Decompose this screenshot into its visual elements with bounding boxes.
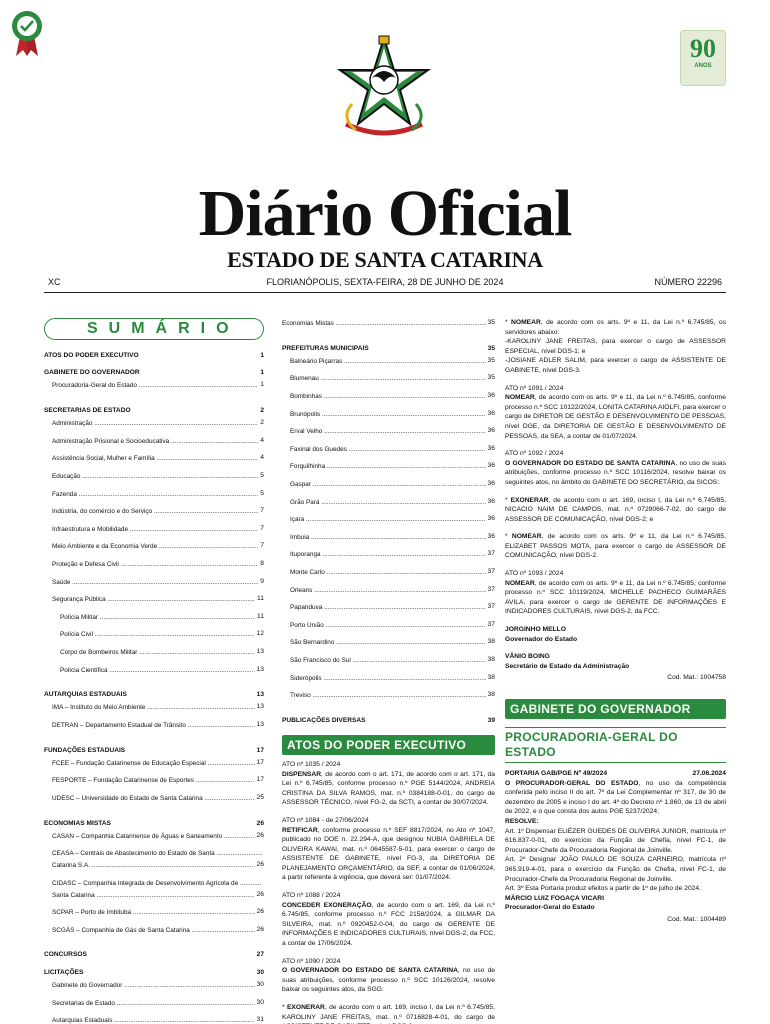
- toc-section: [282, 717, 495, 725]
- text-run: MÁRCIO LUIZ FOGAÇA VICARI: [505, 894, 604, 902]
- toc-item: [44, 453, 264, 471]
- toc-section-title: SECRETARIAS DE ESTADO: [44, 407, 131, 415]
- toc-item-page: 36: [487, 409, 495, 417]
- toc-item: [282, 318, 495, 336]
- toc-item-label: Fazenda .....: [52, 489, 258, 507]
- toc-item-label: CASAN – Companhia Catarinense de Águas e Saneamento .....: [52, 831, 255, 849]
- text-run: Secretário de Estado da Administração: [505, 662, 630, 670]
- issue-number: NÚMERO 22296: [654, 277, 722, 287]
- toc-item-label: Grão Pará .....: [290, 497, 486, 515]
- text-run: , de acordo com os arts. 9º e 11, da Lei n.º 6.745/85, conforme processo n.º SCC 10119/2024, MICHELLE PACHECO GUIMARÃES AVILA, para exercer o cargo de GERENTE DE INFORMAÇÕES E INDICADORES CULTURAIS, nível DGS-2, da FCC.: [505, 579, 726, 616]
- middle-column: [282, 318, 495, 1024]
- atos-text-part1: [282, 760, 495, 1024]
- toc-item-page: 37: [487, 620, 495, 628]
- text-run: O GOVERNADOR DO ESTADO DE SANTA CATARINA: [282, 967, 458, 975]
- text-run: , de acordo com o art. 169, da Lei n.º 6.745/85, conforme processo n.º FCC 2158/2024, a GILMAR DA SILVEIRA, mat. n.º 0920452-0-04, do cargo de GERENTE DE INFORMAÇÕES E INDICADORES CULTURAIS, nível DGS-2, da FCC, a contar de 17/06/2024.: [282, 901, 496, 948]
- text-run: CONCEDER EXONERAÇÃO: [282, 901, 372, 909]
- portaria-date: 27.06.2024: [692, 770, 726, 777]
- text-run: Art. 2º Designar JOÃO PAULO DE SOUZA CARNEIRO, matrícula nº 365.919-4-01, para o exercício da Função de Chefia, nível FC-1, de Procurador-Chefe da Procuradoria Regional de Joinville.: [505, 856, 726, 883]
- paragraph: [282, 891, 495, 949]
- toc-item: [282, 690, 495, 708]
- text-run: ATO nº 1035 / 2024: [282, 760, 341, 768]
- toc-item: [282, 549, 495, 567]
- toc-item-page: 36: [487, 427, 495, 435]
- text-run: RESOLVE:: [505, 817, 539, 825]
- toc-item-page: 4: [260, 436, 264, 444]
- toc-item: [44, 559, 264, 577]
- text-run: EXONERAR: [510, 496, 549, 504]
- text-run: ATO nº 1092 / 2024: [505, 450, 564, 458]
- toc-item-page: 36: [487, 532, 495, 540]
- toc-item-label: Meio Ambiente e da Economia Verde .....: [52, 541, 258, 559]
- toc-item: [44, 980, 264, 998]
- paragraph: [505, 625, 726, 644]
- coat-of-arms-icon: [336, 30, 432, 142]
- toc-item-page: 5: [260, 472, 264, 480]
- toc-item: [44, 793, 264, 811]
- text-run: , de acordo com o art. 169, inciso I, da Lei n.º 6.745/85, NICACIO NAIM DE CAMPOS, mat. n.º 0729066-7-02, do cargo de ASSESSOR DE COMUNICAÇÃO, nível DGS-2; e: [505, 496, 726, 523]
- text-run: ATO nº 1091 / 2024: [505, 384, 564, 392]
- text-run: , de acordo com o art. 169, inciso I, da Lei n.º 6.745/85, KAROLINY JANE FREITAS, mat. n.º 0716828-4-01, do cargo de: [282, 1004, 495, 1021]
- toc-item-page: 7: [260, 507, 264, 515]
- toc-item-label: Proteção e Defesa Civil .....: [52, 559, 258, 577]
- toc-item: [282, 637, 495, 655]
- toc-item: [282, 444, 495, 462]
- toc-item: [282, 673, 495, 691]
- toc-item: [282, 479, 495, 497]
- right-column: [505, 318, 726, 933]
- toc-item-label: Santa Catarina .....: [52, 890, 255, 908]
- text-run: Procurador-Geral do Estado: [505, 904, 595, 912]
- toc-item: [44, 380, 264, 398]
- text-run: , de acordo com os arts. 9º e 11, da Lei n.º 6.745/85, os servidores abaixo:: [505, 319, 726, 336]
- toc-item: [44, 418, 264, 436]
- toc-section-page: 39: [487, 716, 495, 724]
- toc-item-page: 37: [487, 603, 495, 611]
- text-run: NOMEAR: [511, 319, 541, 326]
- toc-item-page: 36: [487, 462, 495, 470]
- toc-section-title: FUNDAÇÕES ESTADUAIS: [44, 746, 126, 754]
- toc-item-label: Balneário Piçarras .....: [290, 356, 486, 374]
- text-run: JORGINHO MELLO: [505, 626, 566, 634]
- toc-item: [282, 391, 495, 409]
- toc-item: [44, 471, 264, 489]
- toc-item-page: 26: [256, 861, 264, 869]
- toc-item-label: Assistência Social, Mulher e Família .....: [52, 453, 258, 471]
- badge-text: ANOS: [694, 63, 712, 69]
- procuradoria-heading: PROCURADORIA-GERAL DO ESTADO: [505, 727, 726, 763]
- toc-item: [282, 620, 495, 638]
- toc-item-label: Siderópolis .....: [290, 673, 486, 691]
- paragraph: [505, 496, 726, 525]
- toc-item: [44, 860, 264, 878]
- toc-item-label: CIDASC – Companhia Integrada de Desenvolvimento Agrícola de .....: [52, 878, 262, 890]
- toc-item-label: Administração Prisional e Socioeducativa .....: [52, 436, 258, 454]
- toc-section-page: 13: [256, 691, 264, 699]
- text-run: Art. 1º Dispensar ELIÉZER GUEDES DE OLIVEIRA JUNIOR, matrícula nº 616.837-0-01, do exercício da Função de Chefia, nível FC-1, de Procurador-Chefe da Procuradoria Regional de Joinville.: [505, 827, 726, 854]
- toc-item-page: 30: [256, 998, 264, 1006]
- toc-item-page: 26: [256, 831, 264, 839]
- toc-item-label: Saúde .....: [52, 577, 258, 595]
- paragraph: [282, 816, 495, 883]
- edition-code: XC: [48, 277, 61, 287]
- toc-item: [44, 506, 264, 524]
- toc-item: [44, 524, 264, 542]
- toc-item-label: Brunópolis .....: [290, 409, 486, 427]
- toc-section-page: 27: [256, 951, 264, 959]
- toc-item-label: Segurança Pública .....: [52, 594, 255, 612]
- toc-item-label: Indústria, do comércio e do Serviço .....: [52, 506, 258, 524]
- toc-section-title: GABINETE DO GOVERNADOR: [44, 369, 140, 377]
- toc-item-page: 36: [487, 479, 495, 487]
- paragraph: [505, 449, 726, 487]
- newspaper-title: Diário Oficial: [198, 177, 572, 250]
- toc-item-page: 8: [260, 560, 264, 568]
- toc-item: [282, 585, 495, 603]
- toc-item-page: 13: [256, 665, 264, 673]
- toc-item-label: Orleans .....: [290, 585, 486, 603]
- toc-section-page: 30: [256, 968, 264, 976]
- toc-item: [282, 567, 495, 585]
- toc-item-page: 37: [487, 585, 495, 593]
- toc-section-title: CONCURSOS: [44, 951, 87, 959]
- atos-cod-mat: Cod. Mat.: 1004758: [667, 674, 726, 682]
- toc-item: [44, 577, 264, 595]
- toc-item-label: Corpo de Bombeiros Militar .....: [60, 647, 255, 665]
- toc-item-label: Polícia Científica .....: [60, 665, 255, 683]
- text-run: , de acordo com o art. 171, de acordo com o art. 171, da Lei n.º 6.745/85, conforme processo n.º PGE 5144/2024, ANDREIA CRISTINA DA SILVA RAMOS, mat. n.º 0384188-0-01, do cargo de ASSESSOR TÉCNICO, nível FG-2, da SCTI, a contar de 30/07/2024.: [282, 770, 495, 807]
- atos-section-heading: ATOS DO PODER EXECUTIVO: [282, 735, 495, 755]
- summary-heading: SUMÁRIO: [44, 318, 264, 340]
- toc-section-page: 1: [260, 352, 264, 359]
- text-run: , no uso de suas atribuições, conforme processo n.º SCC 10116/2024, resolve baixar os seguintes atos, no âmbito do GABINETE DO SECRETÁRIO, da SICOS:: [505, 459, 726, 486]
- toc-section: [44, 407, 264, 415]
- toc-item-page: 17: [256, 758, 264, 766]
- text-run: EXONERAR: [286, 1004, 325, 1011]
- text-run: O PROCURADOR-GERAL DO ESTADO: [505, 779, 639, 787]
- toc-item: [282, 497, 495, 515]
- text-run: ATO nº 1088 / 2024: [282, 892, 341, 900]
- toc-item: [282, 426, 495, 444]
- toc-item-page: 12: [256, 630, 264, 638]
- toc-item-label: CEASA – Centrais de Abastecimento do Estado de Santa .....: [52, 848, 262, 860]
- text-run: -KAROLINY JANE FREITAS, para exercer o cargo de ASSESSOR ESPECIAL, nível DGS-1; e: [505, 338, 726, 355]
- paragraph: [505, 779, 726, 913]
- toc-item-page: 36: [487, 444, 495, 452]
- toc-item-page: 35: [487, 374, 495, 382]
- toc-item-page: 13: [256, 721, 264, 729]
- toc-item: [44, 647, 264, 665]
- toc-item-label: Economias Mistas .....: [282, 318, 486, 336]
- text-run: , conforme processo n.º SEF 8817/2024, no Ato nº 1047, publicado no DOE n. 22.294-A, que designou NUBIA GABRIELA DE OLIVEIRA KAWAI, mat. n.º 0645587-5-01, para exercer o cargo de ASSISTENTE DE GABINETE, nível FG-3, da DIRETORIA DE PLANEJAMENTO ORÇAMENTÁRIO, da SEF, a contar de 01/06/2024, a partir referente à vigência, que deverá ser: 01/07/2024.: [282, 826, 495, 882]
- text-run: NOMEAR: [505, 579, 535, 587]
- toc-item: [44, 489, 264, 507]
- paragraph: [282, 1003, 495, 1024]
- toc-item: [282, 409, 495, 427]
- toc-item-label: São Francisco do Sul .....: [290, 655, 486, 673]
- toc-section: [44, 820, 264, 828]
- header-divider: [44, 292, 726, 293]
- toc-section-title: PREFEITURAS MUNICIPAIS: [282, 344, 369, 352]
- text-run: RETIFICAR: [282, 826, 318, 834]
- newspaper-subtitle: ESTADO DE SANTA CATARINA: [227, 247, 543, 272]
- text-run: -JOSIANE ADLER SALIM, para exercer o cargo de ASSISTENTE DE GABINETE, nível DGS-3.: [505, 357, 726, 374]
- toc-section: [44, 969, 264, 977]
- toc-item-page: 13: [256, 703, 264, 711]
- toc-item-page: 38: [487, 638, 495, 646]
- toc-item: [282, 602, 495, 620]
- toc-item-label: Infraestrutura e Mobilidade .....: [52, 524, 258, 542]
- toc-section-page: 17: [256, 746, 264, 754]
- anniversary-badge: [680, 30, 726, 86]
- text-run: DISPENSAR: [282, 770, 322, 778]
- text-run: Governador do Estado: [505, 635, 578, 643]
- toc-item-page: 17: [256, 776, 264, 784]
- toc-item-page: 35: [487, 319, 495, 326]
- toc-section-title: ATOS DO PODER EXECUTIVO: [44, 352, 139, 359]
- toc-item: [44, 775, 264, 793]
- toc-item: [44, 890, 264, 908]
- toc-item-label: Polícia Militar .....: [60, 612, 255, 630]
- text-run: ATO nº 1084 - de 27/06/2024: [282, 816, 369, 824]
- toc-item-page: 11: [257, 612, 264, 620]
- toc-item-page: 36: [487, 392, 495, 400]
- toc-item-label: Içara .....: [290, 514, 486, 532]
- text-run: NOMEAR: [505, 394, 535, 402]
- toc-item: [44, 629, 264, 647]
- toc-item: [44, 612, 264, 630]
- toc-item: [282, 461, 495, 479]
- toc-item-page: 26: [256, 890, 264, 898]
- text-run: ATO nº 1090 / 2024: [282, 957, 341, 965]
- toc-item-page: 38: [487, 691, 495, 699]
- toc-item-page: 30: [256, 980, 264, 988]
- text-run: *: [505, 319, 512, 326]
- toc-item-page: 9: [260, 577, 264, 585]
- toc-item: [44, 720, 264, 738]
- toc-item-label: Monte Carlo .....: [290, 567, 486, 585]
- toc-item: [44, 907, 264, 925]
- text-run: , de acordo com os arts. 9º e 11, da Lei n.º 6.745/85, ELIZABET PASSOS MOTA, para exercer o cargo de ASSESSOR DE COMUNICAÇÃO, nível DGS-2.: [505, 533, 726, 560]
- toc-item-page: 37: [487, 550, 495, 558]
- toc-item-page: 38: [487, 655, 495, 663]
- toc-item-label: Ituporanga .....: [290, 549, 486, 567]
- toc-item: [44, 594, 264, 612]
- badge-number: 90: [690, 34, 716, 63]
- toc-item-page: 35: [487, 356, 495, 364]
- toc-item: [44, 831, 264, 849]
- toc-item-label: Forquilhinha .....: [290, 461, 486, 479]
- atos-text-part2: [505, 318, 726, 671]
- summary-column: [44, 318, 264, 1024]
- toc-item: [44, 665, 264, 683]
- toc-item-label: SCPAR – Porto de Imbituba .....: [52, 907, 255, 925]
- portaria-cod-mat: Cod. Mat.: 1004489: [667, 915, 726, 923]
- toc-section-page: 26: [256, 819, 264, 827]
- toc-item-label: São Bernardino .....: [290, 637, 486, 655]
- text-run: O GOVERNADOR DO ESTADO DE SANTA CATARINA: [505, 459, 676, 467]
- toc-item-page: 13: [256, 648, 264, 656]
- toc-item-label: Faxinal dos Guedes .....: [290, 444, 486, 462]
- toc-item-label: Polícia Civil .....: [60, 629, 255, 647]
- toc-item-page: 37: [487, 567, 495, 575]
- toc-item-page: 7: [260, 524, 264, 532]
- toc-item-page: 26: [256, 908, 264, 916]
- text-run: Art. 3º Esta Portaria produz efeitos a partir de 1º de julho de 2024.: [505, 885, 701, 893]
- paragraph: [505, 384, 726, 442]
- toc-item-label: Administração .....: [52, 418, 258, 436]
- toc-section-page: 35: [487, 344, 495, 352]
- toc-item-label: IMA – Instituto do Meio Ambiente .....: [52, 702, 255, 720]
- portaria-header: [505, 769, 726, 779]
- toc-item-label: Gaspar .....: [290, 479, 486, 497]
- toc-section: [44, 352, 264, 360]
- toc-item-label: FESPORTE – Fundação Catarinense de Esportes .....: [52, 775, 255, 793]
- toc-section: [44, 747, 264, 755]
- toc-section: [44, 369, 264, 377]
- toc-item-label: Treviso .....: [290, 690, 486, 708]
- toc-item: [282, 655, 495, 673]
- text-run: , no uso de suas atribuições, conforme processo n.º SCC 10126/2024, resolve baixar os seguintes atos, da SGG:: [282, 967, 496, 994]
- toc-item-page: 25: [256, 794, 264, 802]
- toc-item-page: [262, 848, 264, 852]
- toc-item-label: Erval Velho .....: [290, 426, 486, 444]
- toc-item: [44, 925, 264, 943]
- toc-item-page: 36: [487, 515, 495, 523]
- toc-item-label: Bombinhas .....: [290, 391, 486, 409]
- toc-item: [44, 702, 264, 720]
- toc-section-title: LICITAÇÕES: [44, 968, 84, 976]
- text-run: , no uso da competência conferida pelo inciso II do art. 7º da Lei Complementar nº 317, de 30 de dezembro de 2005 e inciso I do art. 4º do Decreto nº 1.860, de 13 de abril de 2022, e o que consta dos autos PGE 5237/2024;: [505, 779, 726, 816]
- toc-item-label: Porto União .....: [290, 620, 486, 638]
- text-run: ATO nº 1093 / 2024: [505, 570, 564, 578]
- toc-item-page: 2: [260, 419, 264, 427]
- toc-section-title: AUTARQUIAS ESTADUAIS: [44, 691, 127, 699]
- paragraph: [505, 569, 726, 617]
- toc-item-page: 26: [256, 925, 264, 933]
- toc-item-page: [262, 878, 264, 882]
- text-run: *: [282, 1004, 287, 1011]
- toc-item-label: Gabinete do Governador .....: [52, 980, 255, 998]
- toc-item-label: Papanduva .....: [290, 602, 486, 620]
- toc-item-page: 11: [257, 595, 264, 603]
- toc-item-page: 36: [487, 497, 495, 505]
- toc-section: [44, 951, 264, 959]
- toc-section: [44, 691, 264, 699]
- toc-item-label: Procuradoria-Geral do Estado .....: [52, 380, 258, 398]
- toc-item: [282, 532, 495, 550]
- toc-item: [44, 758, 264, 776]
- summary-continued-list: [282, 318, 495, 725]
- toc-item-page: 38: [487, 673, 495, 681]
- toc-item: [44, 1015, 264, 1024]
- toc-item: [282, 373, 495, 391]
- gabinete-section-heading: GABINETE DO GOVERNADOR: [505, 699, 726, 719]
- toc-item: [44, 998, 264, 1016]
- toc-item-page: 1: [260, 381, 264, 389]
- toc-item-label: FCEE – Fundação Catarinense de Educação Especial .....: [52, 758, 255, 776]
- toc-item-label: Blumenau .....: [290, 373, 486, 391]
- state-seal-icon: [8, 8, 46, 58]
- portaria-text: [505, 779, 726, 913]
- toc-item-page: 5: [260, 489, 264, 497]
- toc-item-label: Educação .....: [52, 471, 258, 489]
- issue-date: FLORIANÓPOLIS, SEXTA-FEIRA, 28 DE JUNHO DE 2024: [266, 277, 504, 287]
- toc-item: [44, 878, 264, 890]
- toc-section-title: PUBLICAÇÕES DIVERSAS: [282, 716, 366, 724]
- paragraph: [505, 532, 726, 561]
- text-run: NOMEAR: [511, 533, 542, 541]
- toc-item-label: Catarina S.A. .....: [52, 860, 255, 878]
- toc-item: [44, 436, 264, 454]
- toc-item-label: Imbuia .....: [290, 532, 486, 550]
- text-run: *: [505, 496, 511, 504]
- summary-list: [44, 352, 264, 1024]
- portaria-number: PORTARIA GAB/PGE Nº 49/2024: [505, 770, 608, 777]
- toc-item-label: SCGÁS – Companhia de Gás de Santa Catarina .....: [52, 925, 255, 943]
- toc-section: [282, 345, 495, 353]
- toc-section-page: 1: [260, 369, 264, 377]
- paragraph: [505, 652, 726, 671]
- toc-item-label: Secretarias de Estado .....: [52, 998, 255, 1016]
- paragraph: [282, 760, 495, 808]
- toc-item-page: 4: [260, 454, 264, 462]
- paragraph: [505, 318, 726, 376]
- toc-item-label: Autarquias Estaduais .....: [52, 1015, 255, 1024]
- toc-item-label: DETRAN – Departamento Estadual de Trânsito .....: [52, 720, 255, 738]
- toc-item: [282, 514, 495, 532]
- toc-item-page: 31: [256, 1016, 264, 1024]
- paragraph: [282, 957, 495, 995]
- toc-section-title: ECONOMIAS MISTAS: [44, 819, 111, 827]
- text-run: *: [505, 533, 512, 541]
- toc-item-label: UDESC – Universidade do Estado de Santa Catarina .....: [52, 793, 255, 811]
- toc-item: [44, 848, 264, 860]
- toc-section-page: 2: [260, 407, 264, 415]
- toc-item: [44, 541, 264, 559]
- toc-item: [282, 356, 495, 374]
- text-run: , de acordo com os arts. 9º e 11, da Lei n.º 6.745/85, conforme processo n.º SCC 10122/2024, LONITA CATARINA AIOLFI, para exercer o cargo de DIRETOR DE GESTÃO E DESENVOLVIMENTO DE PESSOAS, nível DGE, da DIRETORIA DE GESTÃO E DESENVOLVIMENTO DE PESSOAS, da SEA, a contar de 01/07/2024.: [505, 394, 726, 440]
- text-run: VÂNIO BOING: [505, 653, 550, 661]
- toc-item-page: 7: [260, 542, 264, 550]
